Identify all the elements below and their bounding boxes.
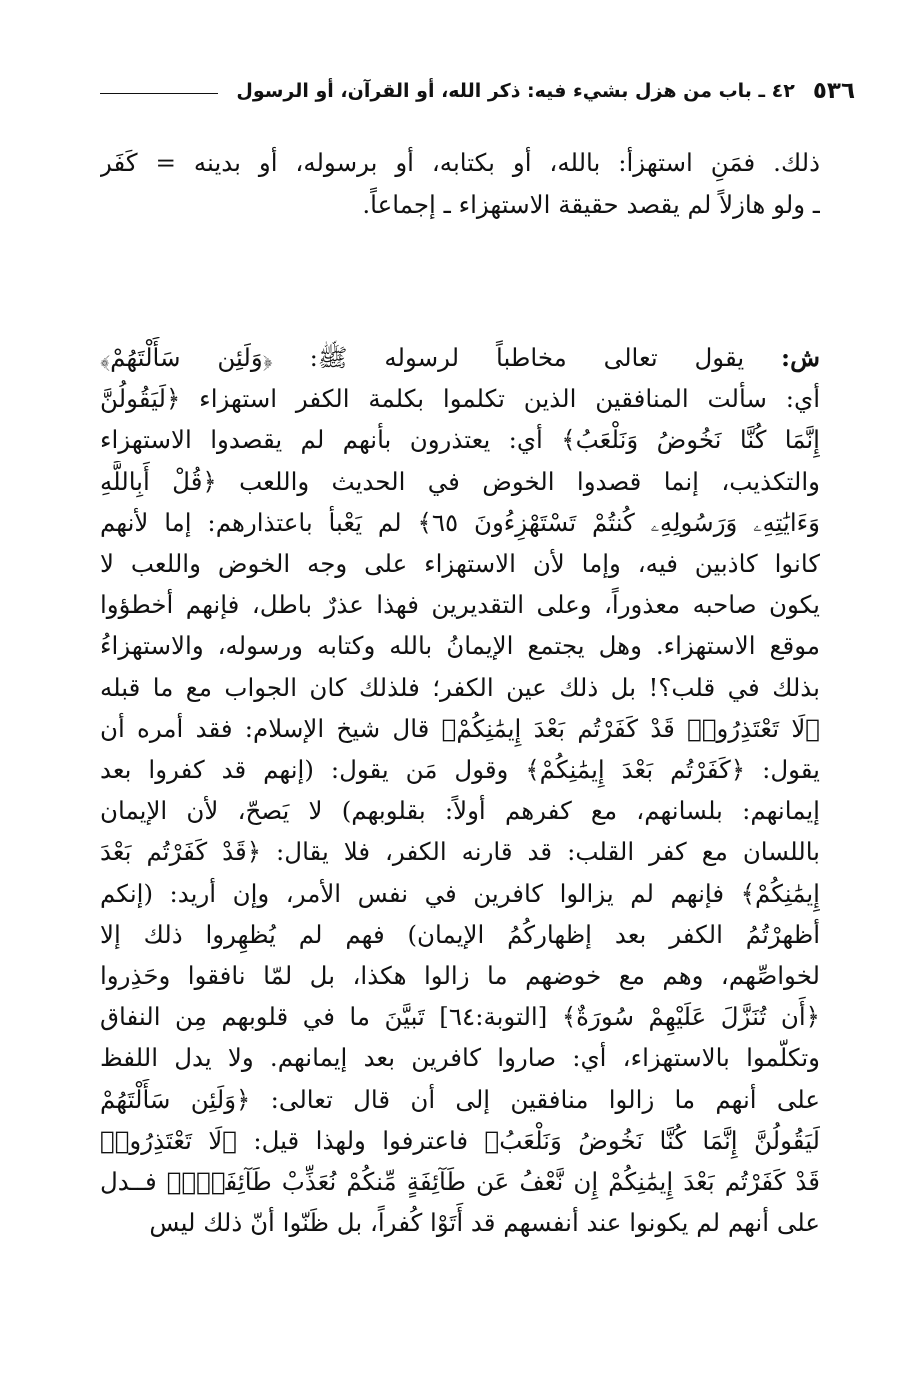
commentary-line: وتكلّموا بالاستهزاء، أي: صاروا كافرين بعد إيمانهم. ولا يدل اللفظ	[100, 1043, 820, 1073]
commentary-line: على أنهم لم يكونوا عند أنفسهم قد أَتَوْا كُفراً، بل ظَنّوا أنّ ذلك ليس	[149, 1208, 820, 1238]
intro-line: ـ ولو هازلاً لم يقصد حقيقة الاستهزاء ـ إجماعاً.	[362, 190, 820, 220]
commentary-line: إِيمَٰنِكُمْ﴾ فإنهم لم يزالوا كافرين في نفس الأمر، وإن أريد: (إنكم	[100, 878, 820, 908]
commentary-line: أي: سألت المنافقين الذين تكلموا بكلمة الكفر استهزاء ﴿لَيَقُولُنَّ	[100, 384, 820, 414]
chapter-title: ٤٢ ـ باب من هزل بشيء فيه: ذكر الله، أو القرآن، أو الرسول	[236, 80, 795, 102]
commentary-line: موقع الاستهزاء. وهل يجتمع الإيمانُ بالله وكتابه ورسوله، والاستهزاءُ	[100, 631, 820, 661]
intro-line: ذلك. فمَنِ استهزأ: بالله، أو بكتابه، أو برسوله، أو بدينه = كَفَر	[100, 148, 820, 177]
commentary-line: إيمانهم: بلسانهم، مع كفرهم أولاً: بقلوبهم) لا يَصحّ، لأن الإيمان	[100, 796, 820, 826]
commentary-line: لخواصِّهم، وهم مع خوضهم ما زالوا هكذا، بل لمّا نافقوا وحَذِروا	[100, 961, 820, 991]
commentary-line: يكون صاحبه معذوراً، وعلى التقديرين فهذا عذرٌ باطل، فإنهم أخطؤوا	[100, 590, 820, 620]
commentary-line: بذلك في قلب؟! بل ذلك عين الكفر؛ فلذلك كان الجواب مع ما قبله	[100, 672, 820, 702]
commentary-line: لَيَقُولُنَّ إِنَّمَا كُنَّا نَخُوضُ وَنَلْعَبُ﴾ فاعترفوا ولهذا قيل: ﴿لَا تَعْتَذِرُوا۟	[100, 1125, 820, 1155]
commentary-line: إِنَّمَا كُنَّا نَخُوضُ وَنَلْعَبُ﴾ أي: يعتذرون بأنهم لم يقصدوا الاستهزاء	[100, 425, 820, 455]
running-header	[100, 74, 855, 108]
commentary-line: أظهرْتُمُ الكفر بعد إظهاركُمُ الإيمان) فهم لم يُظهِروا ذلك إلا	[100, 919, 820, 949]
commentary-line: باللسان مع كفر القلب: قد قارنه الكفر، فلا يقال: ﴿قَدْ كَفَرْتُم بَعْدَ	[100, 837, 820, 867]
commentary-line: ﴿لَا تَعْتَذِرُوا۟ قَدْ كَفَرْتُم بَعْدَ إِيمَٰنِكُمْ﴾ قال شيخ الإسلام: فقد أمره أن	[100, 713, 820, 743]
commentary-line: على أنهم ما زالوا منافقين إلى أن قال تعالى: ﴿وَلَئِن سَأَلْتَهُمْ	[100, 1084, 820, 1114]
header-rule	[100, 93, 218, 94]
page-number: ٥٣٦	[812, 78, 855, 104]
commentary-line-text: يقول تعالى مخاطباً لرسوله ﷺ: ﴿وَلَئِن سَأَلْتَهُمْ﴾	[100, 343, 745, 372]
commentary-line-first	[100, 337, 820, 378]
commentary-line: ﴿أَن تُنَزَّلَ عَلَيْهِمْ سُورَةٌ﴾ [التوبة:٦٤] تَبيَّنَ ما في قلوبهم مِن النفاق	[100, 1002, 820, 1032]
commentary-paragraph	[100, 337, 820, 1243]
commentary-line: كانوا كاذبين فيه، وإما لأن الاستهزاء على وجه الخوض واللعب لا	[100, 549, 820, 579]
commentary-marker: ش:	[781, 343, 820, 372]
commentary-line: والتكذيب، إنما قصدوا الخوض في الحديث واللعب ﴿قُلْ أَبِاللَّهِ	[100, 466, 820, 496]
intro-paragraph	[100, 142, 820, 227]
commentary-line: وَءَايَٰتِهِۦ وَرَسُولِهِۦ كُنتُمْ تَسْتَهْزِءُونَ ٦٥﴾ لم يَعْبأ باعتذارهم: إما لأنهم	[100, 507, 820, 537]
commentary-line: يقول: ﴿كَفَرْتُم بَعْدَ إِيمَٰنِكُمْ﴾ وقول مَن يقول: (إنهم قد كفروا بعد	[100, 755, 820, 785]
commentary-line: قَدْ كَفَرْتُم بَعْدَ إِيمَٰنِكُمْ إِن نَّعْفُ عَن طَآئِفَةٍ مِّنكُمْ نُعَذِّبْ طَآئِفَةًۢ﴾ فــدل	[100, 1167, 820, 1197]
